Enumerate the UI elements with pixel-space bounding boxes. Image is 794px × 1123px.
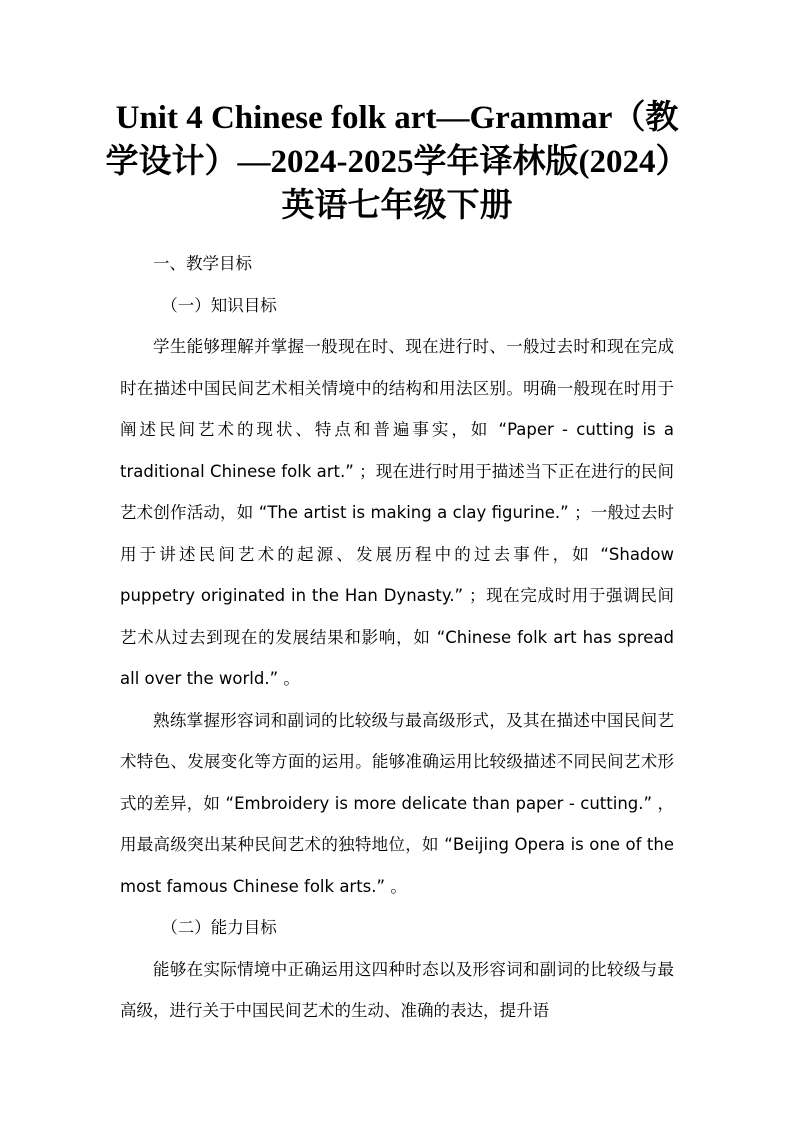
- paragraph-tenses: 学生能够理解并掌握一般现在时、现在进行时、一般过去时和现在完成时在描述中国民间艺术相关情境中的结构和用法区别。明确一般现在时用于阐述民间艺术的现状、特点和普遍事实，如 “Paper - cutting is a traditional Chinese folk art.” ；现在进行时用于描述当下正在进行的民间艺术创作活动，如 “The artist is making a clay figurine.” ；一般过去时用于讲述民间艺术的起源、发展历程中的过去事件，如 “Shadow puppetry originated in the Han Dynasty.” ；现在完成时用于强调民间艺术从过去到现在的发展结果和影响，如 “Chinese folk art has spread all over the world.” 。: [120, 337, 674, 688]
- paragraph-comparatives: 熟练掌握形容词和副词的比较级与最高级形式，及其在描述中国民间艺术特色、发展变化等方面的运用。能够准确运用比较级描述不同民间艺术形式的差异，如 “Embroidery is more delicate than paper - cutting.” ，用最高级突出某种民间艺术的独特地位，如 “Beijing Opera is one of the most famous Chinese folk arts.” 。: [120, 710, 674, 896]
- title-line-2: 学设计）—2024-2025学年译林版(2024）: [105, 144, 689, 180]
- sub-heading-ability-goals: （二）能力目标: [161, 918, 277, 937]
- document-body: [120, 243, 674, 1032]
- paragraph-ability: 能够在实际情境中正确运用这四种时态以及形容词和副词的比较级与最高级，进行关于中国民间艺术的生动、准确的表达，提升语: [120, 959, 674, 1020]
- document-title: [100, 96, 694, 228]
- title-line-1: Unit 4 Chinese folk art—Grammar（教: [115, 100, 679, 136]
- section-heading-teaching-goals: 一、教学目标: [153, 254, 252, 273]
- sub-heading-knowledge-goals: （一）知识目标: [161, 295, 277, 315]
- title-line-3: 英语七年级下册: [281, 188, 513, 224]
